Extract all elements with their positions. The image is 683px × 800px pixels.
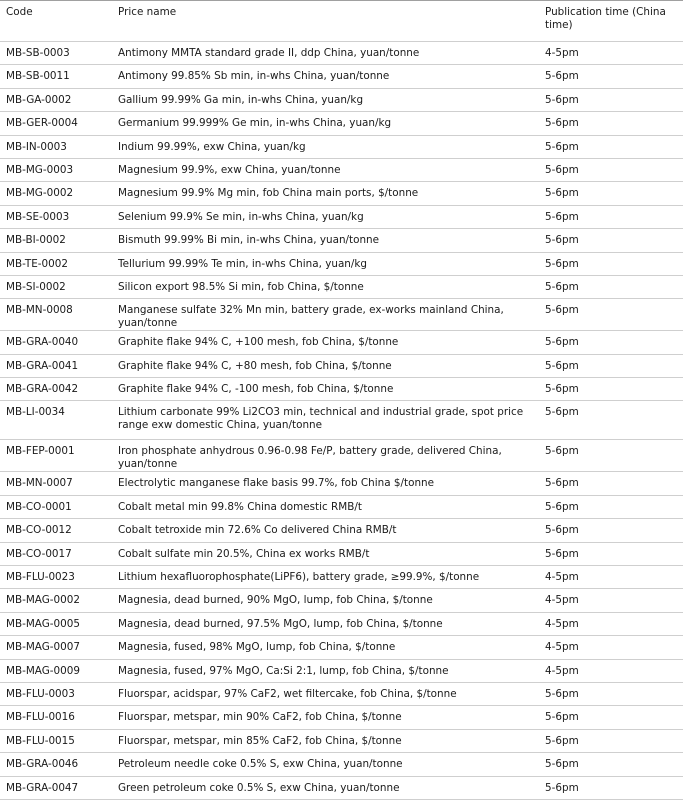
row-code: MB-GRA-0041 <box>0 354 112 377</box>
table-row <box>0 182 683 205</box>
row-publication-time: 5-6pm <box>539 519 683 542</box>
row-price-name: Manganese sulfate 32% Mn min, battery grade, ex-works mainland China, yuan/tonne <box>112 299 539 331</box>
table-header-row <box>0 1 683 42</box>
row-code: MB-MAG-0009 <box>0 659 112 682</box>
row-price-name: Cobalt tetroxide min 72.6% Co delivered China RMB/t <box>112 519 539 542</box>
row-publication-time: 4-5pm <box>539 42 683 65</box>
row-publication-time: 5-6pm <box>539 112 683 135</box>
row-price-name: Green petroleum coke 0.5% S, exw China, yuan/tonne <box>112 776 539 799</box>
table-row <box>0 706 683 729</box>
table-row <box>0 682 683 705</box>
table-row <box>0 378 683 401</box>
table-row <box>0 65 683 88</box>
table-row <box>0 495 683 518</box>
row-code: MB-MAG-0002 <box>0 589 112 612</box>
row-price-name: Germanium 99.999% Ge min, in-whs China, yuan/kg <box>112 112 539 135</box>
header-price-name: Price name <box>112 1 539 42</box>
row-price-name: Magnesia, dead burned, 90% MgO, lump, fob China, $/tonne <box>112 589 539 612</box>
row-price-name: Selenium 99.9% Se min, in-whs China, yuan/kg <box>112 205 539 228</box>
table-row <box>0 331 683 354</box>
row-code: MB-MAG-0007 <box>0 636 112 659</box>
row-publication-time: 5-6pm <box>539 440 683 472</box>
table-row <box>0 299 683 331</box>
row-publication-time: 5-6pm <box>539 182 683 205</box>
row-publication-time: 5-6pm <box>539 354 683 377</box>
row-publication-time: 4-5pm <box>539 659 683 682</box>
table-body <box>0 42 683 800</box>
row-price-name: Cobalt metal min 99.8% China domestic RMB/t <box>112 495 539 518</box>
table-row <box>0 566 683 589</box>
row-price-name: Indium 99.99%, exw China, yuan/kg <box>112 135 539 158</box>
row-price-name: Magnesium 99.9% Mg min, fob China main ports, $/tonne <box>112 182 539 205</box>
header-publication-time: Publication time (China time) <box>539 1 683 42</box>
row-code: MB-GRA-0046 <box>0 753 112 776</box>
row-code: MB-MAG-0005 <box>0 612 112 635</box>
row-price-name: Fluorspar, acidspar, 97% CaF2, wet filtercake, fob China, $/tonne <box>112 682 539 705</box>
row-price-name: Lithium carbonate 99% Li2CO3 min, technical and industrial grade, spot price range exw domestic China, yuan/tonne <box>112 401 539 440</box>
row-publication-time: 4-5pm <box>539 612 683 635</box>
row-publication-time: 4-5pm <box>539 566 683 589</box>
row-code: MB-LI-0034 <box>0 401 112 440</box>
row-price-name: Magnesia, fused, 98% MgO, lump, fob China, $/tonne <box>112 636 539 659</box>
row-code: MB-SB-0003 <box>0 42 112 65</box>
row-publication-time: 5-6pm <box>539 378 683 401</box>
row-code: MB-FLU-0023 <box>0 566 112 589</box>
table-row <box>0 440 683 472</box>
row-publication-time: 5-6pm <box>539 682 683 705</box>
row-publication-time: 5-6pm <box>539 776 683 799</box>
row-code: MB-IN-0003 <box>0 135 112 158</box>
row-code: MB-FLU-0015 <box>0 729 112 752</box>
row-price-name: Electrolytic manganese flake basis 99.7%, fob China $/tonne <box>112 472 539 495</box>
table-row <box>0 542 683 565</box>
table-row <box>0 158 683 181</box>
row-code: MB-MN-0008 <box>0 299 112 331</box>
row-code: MB-GER-0004 <box>0 112 112 135</box>
table-row <box>0 229 683 252</box>
table-row <box>0 589 683 612</box>
row-publication-time: 5-6pm <box>539 495 683 518</box>
row-code: MB-SB-0011 <box>0 65 112 88</box>
row-code: MB-SE-0003 <box>0 205 112 228</box>
row-code: MB-GA-0002 <box>0 88 112 111</box>
row-code: MB-MN-0007 <box>0 472 112 495</box>
row-code: MB-FEP-0001 <box>0 440 112 472</box>
table-row <box>0 753 683 776</box>
row-publication-time: 5-6pm <box>539 275 683 298</box>
table-row <box>0 659 683 682</box>
row-publication-time: 4-5pm <box>539 589 683 612</box>
row-publication-time: 5-6pm <box>539 753 683 776</box>
row-price-name: Antimony MMTA standard grade II, ddp China, yuan/tonne <box>112 42 539 65</box>
row-price-name: Magnesium 99.9%, exw China, yuan/tonne <box>112 158 539 181</box>
row-price-name: Silicon export 98.5% Si min, fob China, $/tonne <box>112 275 539 298</box>
row-publication-time: 5-6pm <box>539 205 683 228</box>
row-price-name: Lithium hexafluorophosphate(LiPF6), battery grade, ≥99.9%, $/tonne <box>112 566 539 589</box>
row-price-name: Graphite flake 94% C, +80 mesh, fob China, $/tonne <box>112 354 539 377</box>
row-code: MB-GRA-0047 <box>0 776 112 799</box>
table-row <box>0 729 683 752</box>
row-price-name: Graphite flake 94% C, -100 mesh, fob China, $/tonne <box>112 378 539 401</box>
row-publication-time: 5-6pm <box>539 401 683 440</box>
row-price-name: Fluorspar, metspar, min 85% CaF2, fob China, $/tonne <box>112 729 539 752</box>
row-price-name: Iron phosphate anhydrous 0.96-0.98 Fe/P, battery grade, delivered China, yuan/tonne <box>112 440 539 472</box>
row-code: MB-TE-0002 <box>0 252 112 275</box>
table-row <box>0 776 683 799</box>
row-publication-time: 5-6pm <box>539 542 683 565</box>
row-publication-time: 4-5pm <box>539 636 683 659</box>
row-price-name: Tellurium 99.99% Te min, in-whs China, yuan/kg <box>112 252 539 275</box>
row-publication-time: 5-6pm <box>539 65 683 88</box>
row-price-name: Antimony 99.85% Sb min, in-whs China, yuan/tonne <box>112 65 539 88</box>
table-row <box>0 112 683 135</box>
row-publication-time: 5-6pm <box>539 229 683 252</box>
table-row <box>0 472 683 495</box>
row-publication-time: 5-6pm <box>539 729 683 752</box>
row-publication-time: 5-6pm <box>539 158 683 181</box>
row-code: MB-BI-0002 <box>0 229 112 252</box>
row-code: MB-FLU-0003 <box>0 682 112 705</box>
row-publication-time: 5-6pm <box>539 88 683 111</box>
table-row <box>0 612 683 635</box>
row-publication-time: 5-6pm <box>539 252 683 275</box>
table-row <box>0 519 683 542</box>
row-price-name: Magnesia, dead burned, 97.5% MgO, lump, fob China, $/tonne <box>112 612 539 635</box>
row-price-name: Bismuth 99.99% Bi min, in-whs China, yuan/tonne <box>112 229 539 252</box>
row-code: MB-MG-0002 <box>0 182 112 205</box>
table-row <box>0 636 683 659</box>
row-publication-time: 5-6pm <box>539 331 683 354</box>
row-code: MB-CO-0012 <box>0 519 112 542</box>
row-code: MB-FLU-0016 <box>0 706 112 729</box>
row-publication-time: 5-6pm <box>539 472 683 495</box>
row-price-name: Magnesia, fused, 97% MgO, Ca:Si 2:1, lump, fob China, $/tonne <box>112 659 539 682</box>
table-row <box>0 354 683 377</box>
row-code: MB-CO-0001 <box>0 495 112 518</box>
table-row <box>0 135 683 158</box>
table-row <box>0 88 683 111</box>
row-publication-time: 5-6pm <box>539 135 683 158</box>
table-row <box>0 401 683 440</box>
row-price-name: Cobalt sulfate min 20.5%, China ex works RMB/t <box>112 542 539 565</box>
table-row <box>0 275 683 298</box>
header-code: Code <box>0 1 112 42</box>
row-price-name: Fluorspar, metspar, min 90% CaF2, fob China, $/tonne <box>112 706 539 729</box>
row-code: MB-CO-0017 <box>0 542 112 565</box>
row-code: MB-GRA-0042 <box>0 378 112 401</box>
row-price-name: Petroleum needle coke 0.5% S, exw China, yuan/tonne <box>112 753 539 776</box>
row-price-name: Gallium 99.99% Ga min, in-whs China, yuan/kg <box>112 88 539 111</box>
row-publication-time: 5-6pm <box>539 706 683 729</box>
table-row <box>0 205 683 228</box>
row-code: MB-MG-0003 <box>0 158 112 181</box>
row-publication-time: 5-6pm <box>539 299 683 331</box>
table-row <box>0 252 683 275</box>
table-row <box>0 42 683 65</box>
row-code: MB-SI-0002 <box>0 275 112 298</box>
row-code: MB-GRA-0040 <box>0 331 112 354</box>
row-price-name: Graphite flake 94% C, +100 mesh, fob China, $/tonne <box>112 331 539 354</box>
